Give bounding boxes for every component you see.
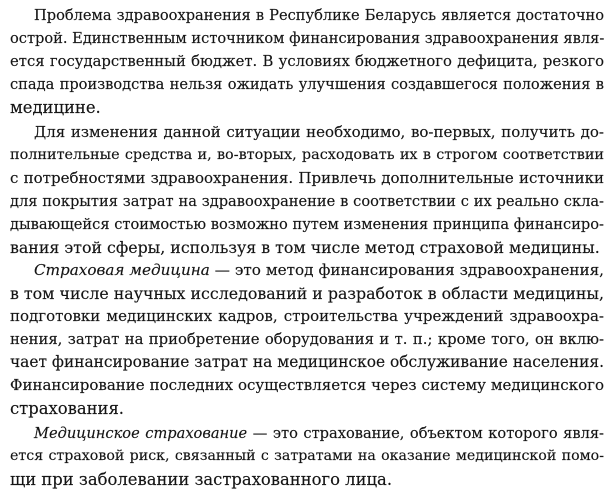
paragraph-2-line-3: с потребностями здравоохранения. Привлечь дополнительные источники bbox=[10, 169, 604, 187]
paragraph-1-line-3: ется государственный бюджет. В условиях бюджетного дефицита, резкого bbox=[10, 53, 604, 70]
paragraph-1-line-4: спада производства нельзя ожидать улучшения создавшегося положения в bbox=[10, 76, 604, 93]
paragraph-2-line-1: Для изменения данной ситуации необходимо, во-первых, получить до- bbox=[34, 123, 604, 141]
paragraph-1-line-1: Проблема здравоохранения в Республике Беларусь является достаточно bbox=[34, 7, 604, 24]
paragraph-2-line-6: вания этой сферы, используя в том числе метод страховой медицины. bbox=[10, 238, 600, 257]
paragraph-3-line-4: нения, затрат на приобретение оборудования и т. п.; кроме того, он вклю- bbox=[10, 331, 604, 348]
paragraph-3-line-5: чает финансирование затрат на медицинское обслуживание населения. bbox=[10, 353, 604, 371]
paragraph-3-line-3: подготовки медицинских кадров, строительства учреждений здравоохра- bbox=[10, 307, 604, 325]
paragraph-1-line-5: медицине. bbox=[10, 98, 101, 117]
paragraph-2-line-4: для покрытия затрат на здравоохранение в соответствии с их реально скла- bbox=[10, 193, 604, 210]
document-page bbox=[10, 0, 604, 499]
paragraph-3-line-7: страхования. bbox=[10, 399, 125, 418]
term-medical-insurance: Медицинское страхование bbox=[34, 425, 248, 442]
paragraph-2-line-5: дывающейся стоимостью возможно путем изменения принципа финансиро- bbox=[10, 216, 604, 233]
paragraph-3-line-1: Страховая медицина — это метод финансирования здравоохранения, bbox=[34, 261, 604, 279]
term-insurance-medicine: Страховая медицина bbox=[34, 261, 210, 279]
paragraph-4-line-3: щи при заболевании застрахованного лица. bbox=[10, 470, 393, 489]
paragraph-4-line-2: ется страховой риск, связанный с затратами на оказание медицинской помо- bbox=[10, 448, 604, 464]
paragraph-3-line-2: в том числе научных исследований и разработок в области медицины, bbox=[10, 284, 604, 303]
paragraph-3-line-6: Финансирование последних осуществляется через систему медицинского bbox=[10, 376, 604, 394]
paragraph-2-line-2: полнительные средства и, во-вторых, расходовать их в строгом соответствии bbox=[10, 147, 604, 163]
paragraph-4-line-1: Медицинское страхование — это страхование, объектом которого явля- bbox=[34, 425, 604, 442]
paragraph-1-line-2: острой. Единственным источником финансирования здравоохранения явля- bbox=[10, 30, 604, 47]
